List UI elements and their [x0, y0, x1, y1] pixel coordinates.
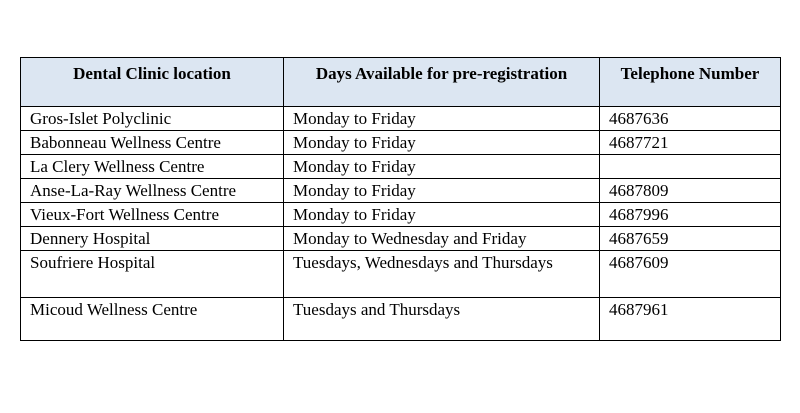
table-row: [21, 179, 781, 203]
cell-location: Anse-La-Ray Wellness Centre: [21, 179, 284, 203]
cell-phone: 4687809: [600, 179, 781, 203]
cell-location: Babonneau Wellness Centre: [21, 131, 284, 155]
header-telephone: Telephone Number: [600, 58, 781, 107]
table-row: [21, 227, 781, 251]
table-row: [21, 107, 781, 131]
table-row: [21, 203, 781, 227]
cell-phone: 4687996: [600, 203, 781, 227]
cell-days: Monday to Friday: [284, 107, 600, 131]
table-row: [21, 298, 781, 341]
cell-phone: 4687609: [600, 251, 781, 298]
table-row: [21, 155, 781, 179]
cell-phone: 4687961: [600, 298, 781, 341]
dental-clinic-table: [20, 57, 781, 341]
cell-phone: 4687659: [600, 227, 781, 251]
cell-days: Monday to Friday: [284, 179, 600, 203]
cell-days: Tuesdays, Wednesdays and Thursdays: [284, 251, 600, 298]
cell-location: Dennery Hospital: [21, 227, 284, 251]
cell-location: Soufriere Hospital: [21, 251, 284, 298]
cell-phone: 4687636: [600, 107, 781, 131]
table-header-row: [21, 58, 781, 107]
cell-days: Tuesdays and Thursdays: [284, 298, 600, 341]
cell-location: Gros-Islet Polyclinic: [21, 107, 284, 131]
cell-days: Monday to Friday: [284, 131, 600, 155]
cell-days: Monday to Friday: [284, 203, 600, 227]
cell-location: La Clery Wellness Centre: [21, 155, 284, 179]
cell-phone: 4687721: [600, 131, 781, 155]
cell-phone: [600, 155, 781, 179]
table-row: [21, 251, 781, 298]
cell-location: Vieux-Fort Wellness Centre: [21, 203, 284, 227]
cell-location: Micoud Wellness Centre: [21, 298, 284, 341]
header-location: Dental Clinic location: [21, 58, 284, 107]
cell-days: Monday to Wednesday and Friday: [284, 227, 600, 251]
table-row: [21, 131, 781, 155]
header-days-available: Days Available for pre-registration: [284, 58, 600, 107]
cell-days: Monday to Friday: [284, 155, 600, 179]
